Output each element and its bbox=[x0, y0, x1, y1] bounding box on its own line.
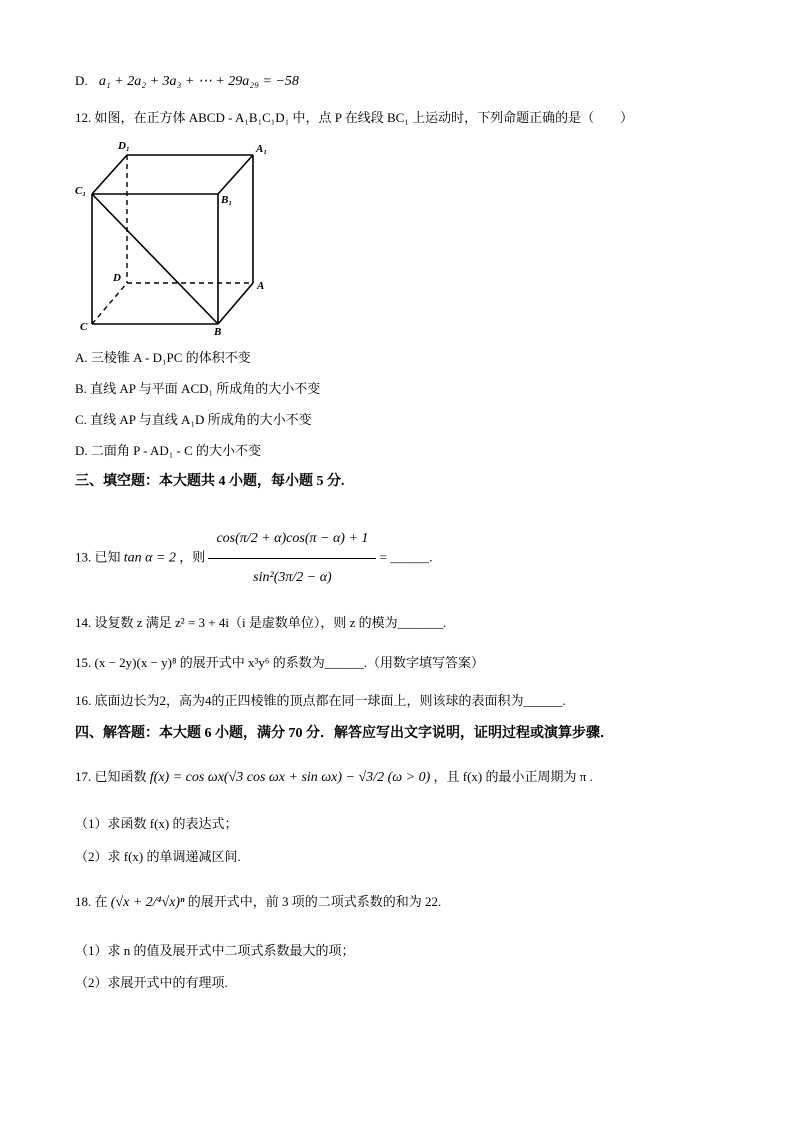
q12-option-c: C. 直线 AP 与直线 A₁D 所成角的大小不变 bbox=[75, 412, 312, 427]
label-c1: C₁ bbox=[75, 185, 87, 197]
q13-mid: ，则 bbox=[179, 549, 206, 565]
segment-bc1 bbox=[92, 194, 218, 324]
q17-prefix: 17. 已知函数 bbox=[75, 769, 147, 784]
q13-fraction bbox=[208, 520, 376, 597]
q12-option-d: D. 二面角 P - AD₁ - C 的大小不变 bbox=[75, 443, 262, 458]
q18-suffix: 的展开式中，前 3 项的二项式系数的和为 22. bbox=[187, 894, 442, 909]
q18-part-1: （1）求 n 的值及展开式中二项式系数最大的项； bbox=[75, 943, 355, 958]
q15: 15. (x − 2y)(x − y)⁸ 的展开式中 x³y⁶ 的系数为______.（用数字填写答案） bbox=[75, 655, 484, 670]
q17-function: f(x) = cos ωx(√3 cos ωx + sin ωx) − √3/2 (ω > 0) bbox=[149, 770, 431, 785]
q13-denominator: sin²(3π/2 − α) bbox=[253, 570, 332, 585]
edge-c1d1 bbox=[92, 155, 127, 194]
label-b: B bbox=[214, 326, 222, 338]
q16: 16. 底面边长为2，高为4的正四棱锥的顶点都在同一球面上，则该球的表面积为______. bbox=[75, 693, 566, 708]
q11-option-d bbox=[75, 72, 299, 91]
hidden-edge-cd bbox=[92, 283, 127, 324]
label-c: C bbox=[80, 321, 88, 333]
q12-option-a: A. 三棱锥 A - D₁PC 的体积不变 bbox=[75, 350, 251, 365]
q13-numerator: cos(π/2 + α)cos(π − α) + 1 bbox=[208, 520, 376, 559]
section4-title: 四、解答题：本大题 6 小题，满分 70 分．解答应写出文字说明，证明过程或演算步骤． bbox=[75, 726, 614, 741]
q14: 14. 设复数 z 满足 z² = 3 + 4i（i 是虚数单位），则 z 的模为_______. bbox=[75, 615, 447, 630]
q17-part-2: （2）求 f(x) 的单调递减区间. bbox=[75, 849, 241, 864]
option-label: D. bbox=[75, 73, 88, 88]
q18-part-2: （2）求展开式中的有理项. bbox=[75, 975, 228, 990]
label-d1: D₁ bbox=[118, 140, 130, 152]
label-d: D bbox=[113, 272, 121, 284]
q13 bbox=[75, 520, 433, 597]
q12-option-b: B. 直线 AP 与平面 ACD₁ 所成角的大小不变 bbox=[75, 381, 321, 396]
cube-figure bbox=[72, 138, 272, 338]
q13-given: tan α = 2 bbox=[123, 550, 176, 566]
option-expression: a₁ + 2a₂ + 3a₃ + ⋯ + 29a₂₉ = −58 bbox=[98, 74, 299, 89]
label-a: A bbox=[257, 280, 265, 292]
q17-suffix: ，且 f(x) 的最小正周期为 π . bbox=[433, 769, 593, 784]
label-b1: B₁ bbox=[221, 194, 233, 206]
q18-prefix: 18. 在 bbox=[75, 894, 108, 909]
q12-stem: 12. 如图，在正方体 ABCD - A₁B₁C₁D₁ 中，点 P 在线段 BC₁ 上运动时，下列命题正确的是（ ） bbox=[75, 110, 634, 125]
q17-stem bbox=[75, 768, 593, 787]
q18-binomial: (√x + 2/⁴√x)ⁿ bbox=[110, 895, 185, 910]
q13-suffix: = ______. bbox=[379, 549, 433, 565]
edge-b1a1 bbox=[218, 155, 253, 194]
label-a1: A₁ bbox=[256, 143, 268, 155]
edge-ba bbox=[218, 283, 253, 324]
q13-prefix: 13. 已知 bbox=[75, 549, 121, 565]
q18-stem bbox=[75, 893, 441, 912]
q17-part-1: （1）求函数 f(x) 的表达式； bbox=[75, 816, 238, 831]
section3-title: 三、填空题：本大题共 4 小题，每小题 5 分. bbox=[75, 474, 345, 489]
